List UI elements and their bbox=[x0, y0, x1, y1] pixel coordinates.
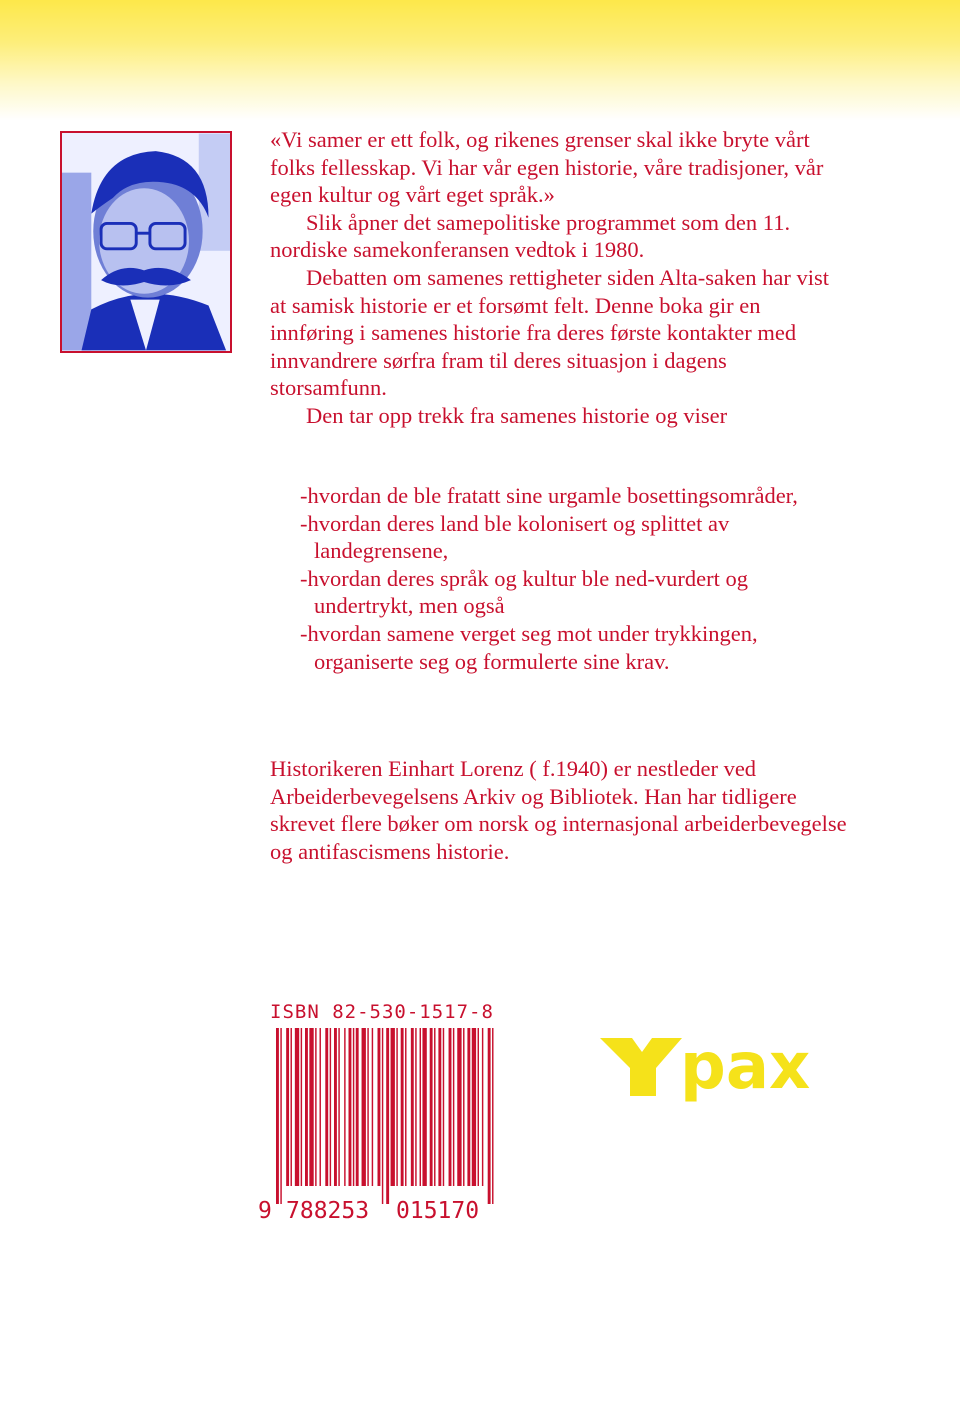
author-bio bbox=[270, 755, 850, 865]
barcode-bar bbox=[291, 1028, 292, 1186]
barcode-bar bbox=[372, 1028, 373, 1186]
barcode-bar bbox=[443, 1028, 444, 1186]
portrait-photo-icon bbox=[62, 133, 230, 351]
barcode-bar bbox=[330, 1028, 331, 1186]
intro-text bbox=[270, 126, 830, 430]
barcode-graphic bbox=[256, 1028, 500, 1223]
barcode-bar bbox=[378, 1028, 381, 1186]
bullet-item: -hvordan deres land ble kolonisert og splittet av landegrensene, bbox=[300, 510, 730, 564]
pax-logo-text: pax bbox=[680, 1030, 810, 1104]
bullet-list bbox=[300, 482, 820, 675]
barcode-bar bbox=[415, 1028, 416, 1186]
barcode-first-digit: 9 bbox=[258, 1198, 272, 1223]
barcode-bar bbox=[405, 1028, 406, 1186]
barcode-bar bbox=[492, 1028, 493, 1204]
barcode-bar bbox=[411, 1028, 414, 1186]
barcode-bar bbox=[434, 1028, 435, 1186]
barcode-bar bbox=[362, 1028, 366, 1186]
barcode bbox=[256, 1028, 500, 1223]
bullet-item: -hvordan de ble fratatt sine urgamle bosettingsområder, bbox=[300, 483, 798, 508]
barcode-bar bbox=[420, 1028, 421, 1186]
barcode-bar bbox=[356, 1028, 359, 1186]
barcode-bar bbox=[320, 1028, 321, 1186]
barcode-bar bbox=[305, 1028, 308, 1186]
barcode-bar bbox=[301, 1028, 302, 1186]
barcode-bar bbox=[453, 1028, 454, 1186]
barcode-bar bbox=[396, 1028, 397, 1186]
barcode-bar bbox=[472, 1028, 476, 1186]
intro-quote: «Vi samer er ett folk, og rikenes grenser skal ikke bryte vårt folks fellesskap. Vi har vår egen historie, våre tradisjoner, vår egen kultur og vårt eget språk.» bbox=[270, 127, 824, 208]
barcode-bar bbox=[349, 1028, 352, 1186]
barcode-bar bbox=[457, 1028, 461, 1186]
barcode-bar bbox=[309, 1028, 313, 1186]
barcode-bar bbox=[438, 1028, 441, 1186]
barcode-bar bbox=[344, 1028, 345, 1186]
barcode-left-digits: 788253 bbox=[286, 1198, 370, 1223]
barcode-bar bbox=[382, 1028, 383, 1204]
barcode-bar bbox=[367, 1028, 368, 1186]
barcode-bar bbox=[478, 1028, 479, 1186]
barcode-bar bbox=[338, 1028, 339, 1186]
isbn-label: ISBN 82-530-1517-8 bbox=[270, 1001, 494, 1023]
barcode-bar bbox=[488, 1028, 491, 1204]
top-color-band bbox=[0, 0, 960, 120]
barcode-bar bbox=[286, 1028, 289, 1186]
barcode-right-digits: 015170 bbox=[396, 1198, 480, 1223]
author-portrait bbox=[60, 131, 232, 353]
barcode-bar bbox=[315, 1028, 316, 1186]
barcode-bar bbox=[386, 1028, 389, 1204]
bullet-item: -hvordan deres språk og kultur ble ned-vurdert og undertrykt, men også bbox=[300, 565, 748, 619]
barcode-bar bbox=[353, 1028, 354, 1186]
barcode-bar bbox=[280, 1028, 281, 1204]
barcode-bar bbox=[391, 1028, 395, 1186]
barcode-bar bbox=[482, 1028, 483, 1186]
barcode-bar bbox=[449, 1028, 452, 1186]
barcode-bar bbox=[334, 1028, 337, 1186]
intro-paragraph: Debatten om samenes rettigheter siden Alta-saken har vist at samisk historie er et forsømt felt. Denne boka gir en innføring i samenes historie fra deres første kontakter med innvandrere sørfra fram til deres situasjon i dagens storsamfunn. bbox=[270, 264, 829, 401]
barcode-bar bbox=[401, 1028, 404, 1186]
barcode-bar bbox=[325, 1028, 328, 1186]
bullet-item: -hvordan samene verget seg mot under trykkingen, organiserte seg og formulerte sine krav. bbox=[300, 620, 758, 674]
barcode-bar bbox=[463, 1028, 464, 1186]
barcode-bar bbox=[276, 1028, 279, 1204]
pax-publisher-logo bbox=[598, 1030, 810, 1104]
author-bio-text: Historikeren Einhart Lorenz ( f.1940) er nestleder ved Arbeiderbevegelsens Arkiv og Bibliotek. Han har tidligere skrevet flere bøker om norsk og internasjonal arbeiderbevegelse og antifascismens historie. bbox=[270, 756, 847, 864]
pax-logo-icon bbox=[598, 1030, 810, 1104]
barcode-bar bbox=[295, 1028, 299, 1186]
barcode-bar bbox=[422, 1028, 426, 1186]
intro-paragraph: Den tar opp trekk fra samenes historie og viser bbox=[306, 402, 728, 428]
barcode-bar bbox=[430, 1028, 433, 1186]
intro-paragraph: Slik åpner det samepolitiske programmet som den 11. nordiske samekonferansen vedtok i 1980. bbox=[270, 209, 791, 263]
barcode-bar bbox=[467, 1028, 470, 1186]
